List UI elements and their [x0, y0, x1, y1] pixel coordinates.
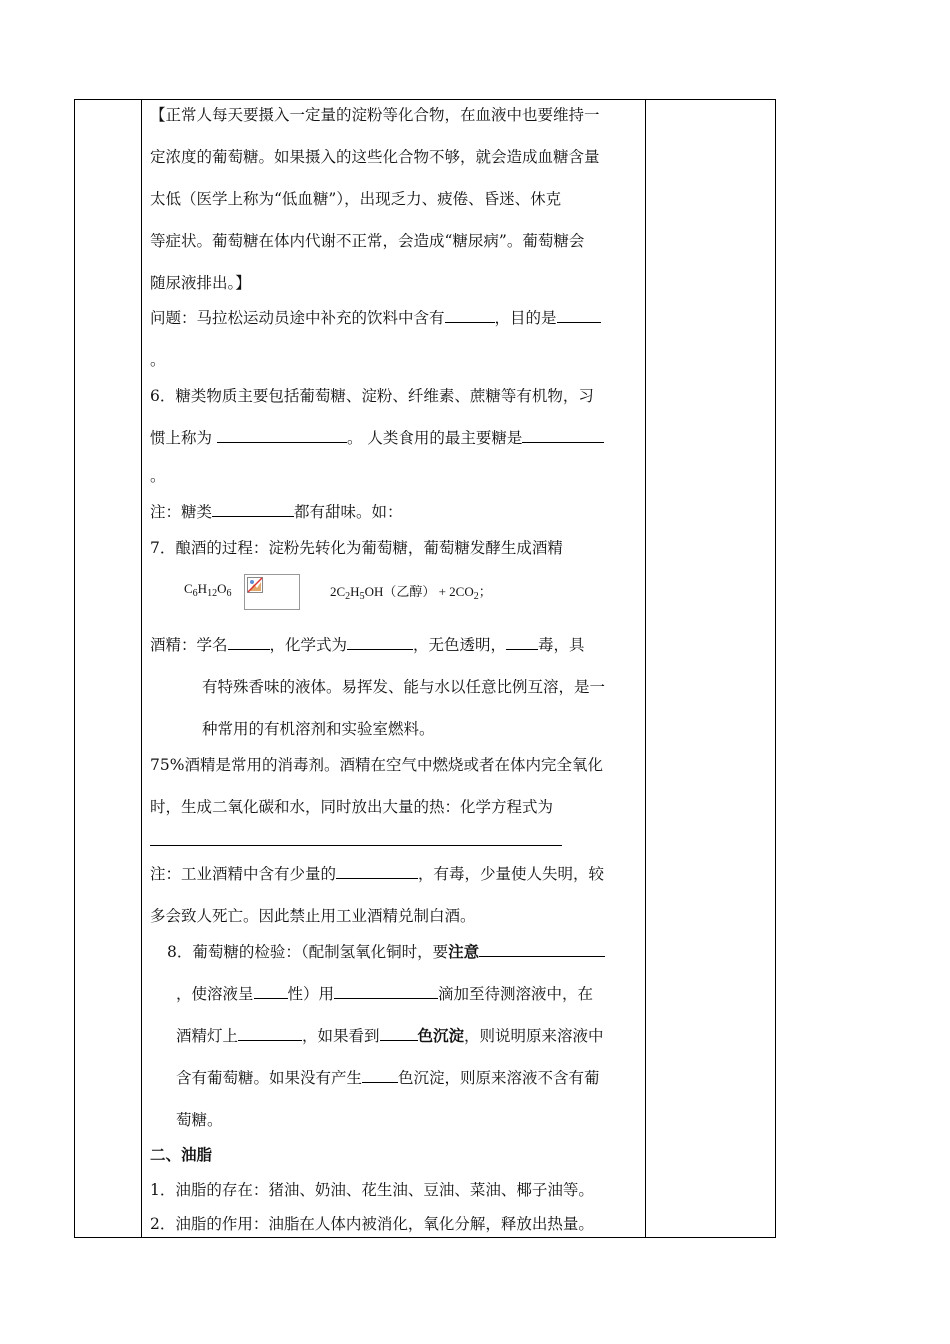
item6-text: 惯上称为 [150, 429, 213, 447]
item8-text: ，使溶液呈 [176, 985, 254, 1003]
answer-blank[interactable] [238, 1025, 302, 1041]
item8-text: 性）用 [287, 985, 335, 1003]
item6-line: 6．糖类物质主要包括葡萄糖、淀粉、纤维素、蔗糖等有机物，习 [150, 387, 594, 405]
item8-line [176, 1024, 604, 1046]
answer-blank[interactable] [522, 427, 604, 443]
answer-blank[interactable] [479, 941, 605, 957]
alcohol-line: 有特殊香味的液体。易挥发、能与水以任意比例互溶，是一 [202, 678, 606, 696]
question-end: 。 [150, 351, 166, 369]
item8-text: 色沉淀，则原来溶液不含有葡 [398, 1069, 600, 1087]
note-industrial-line [150, 862, 604, 884]
section-item: 1．油脂的存在：猪油、奶油、花生油、豆油、菜油、椰子油等。 [150, 1181, 594, 1199]
answer-blank[interactable] [506, 634, 538, 650]
item8-bold: 色沉淀 [417, 1026, 465, 1045]
item8-line [167, 940, 605, 962]
item8-text: 酒精灯上 [176, 1027, 239, 1045]
passage-line: 【正常人每天要摄入一定量的淀粉等化合物，在血液中也要维持一 [150, 106, 600, 124]
answer-blank[interactable] [228, 634, 270, 650]
answer-blank[interactable] [380, 1025, 418, 1041]
alcohol-text: ，化学式为 [269, 636, 348, 654]
item6-text: 。 人类食用的最主要糖是 [346, 429, 523, 447]
answer-blank[interactable] [254, 983, 288, 999]
item8-text: 含有葡萄糖。如果没有产生 [176, 1069, 363, 1087]
item6-end: 。 [150, 467, 166, 485]
note-text: 注：糖类 [150, 503, 213, 521]
question-text: 问题：马拉松运动员途中补充的饮料中含有 [150, 309, 445, 327]
passage-line: 随尿液排出。】 [150, 274, 251, 292]
alcohol-text: ，无色透明， [413, 636, 507, 654]
alcohol-line: 75%酒精是常用的消毒剂。酒精在空气中燃烧或者在体内完全氧化 [150, 756, 603, 774]
reaction-product: $2C_2H_5OH$（乙醇） + $2CO_2$； [330, 584, 492, 602]
passage-line: 等症状。葡萄糖在体内代谢不正常，会造成“糖尿病”。葡萄糖会 [150, 232, 585, 250]
column-divider-left [141, 100, 142, 1237]
question-text: ，目的是 [494, 309, 557, 327]
alcohol-line [150, 633, 585, 655]
document-table [74, 99, 776, 1238]
answer-blank[interactable] [334, 983, 438, 999]
question-line [150, 306, 601, 328]
item8-text: 滴加至待测溶液中，在 [438, 985, 594, 1003]
item7-line: 7．酿酒的过程：淀粉先转化为葡萄糖，葡萄糖发酵生成酒精 [150, 539, 563, 557]
section-item: 2．油脂的作用：油脂在人体内被消化，氧化分解，释放出热量。 [150, 1215, 594, 1233]
note-industrial-line: 多会致人死亡。因此禁止用工业酒精兑制白酒。 [150, 907, 476, 925]
answer-blank[interactable] [217, 427, 347, 443]
note-text: ，有毒，少量使人失明，较 [418, 865, 605, 883]
item8-text: ，则说明原来溶液中 [464, 1027, 604, 1045]
equation-answer-line[interactable] [150, 845, 562, 846]
answer-blank[interactable] [336, 863, 418, 879]
reaction-reactant: $C_6H_{12}O_6$ [184, 581, 232, 599]
passage-line: 定浓度的葡萄糖。如果摄入的这些化合物不够，就会造成血糖含量 [150, 148, 600, 166]
item8-line [176, 1066, 600, 1088]
alcohol-line: 种常用的有机溶剂和实验室燃料。 [202, 720, 435, 738]
answer-blank[interactable] [212, 501, 294, 517]
item6-line [150, 426, 604, 448]
note-text: 注：工业酒精中含有少量的 [150, 865, 337, 883]
item8-text: 8．葡萄糖的检验：（配制氢氧化铜时，要 [167, 943, 449, 961]
item8-bold: 注意 [448, 942, 480, 961]
column-divider-right [645, 100, 646, 1237]
answer-blank[interactable] [347, 634, 413, 650]
item8-line: 萄糖。 [176, 1111, 223, 1129]
reaction-arrow-image [244, 574, 300, 610]
broken-image-icon [247, 577, 263, 593]
alcohol-text: 酒精：学名 [150, 636, 228, 654]
alcohol-text: 毒，具 [538, 636, 585, 654]
passage-line: 太低（医学上称为“低血糖”），出现乏力、疲倦、昏迷、休克 [150, 190, 562, 208]
note-sugar-line [150, 500, 403, 522]
answer-blank[interactable] [362, 1067, 398, 1083]
note-text: 都有甜味。如： [294, 503, 403, 521]
alcohol-line: 时，生成二氧化碳和水，同时放出大量的热：化学方程式为 [150, 798, 554, 816]
answer-blank[interactable] [557, 307, 601, 323]
item8-line [176, 982, 593, 1004]
item8-text: ，如果看到 [302, 1027, 380, 1045]
answer-blank[interactable] [445, 307, 495, 323]
section-heading: 二、油脂 [150, 1145, 213, 1164]
